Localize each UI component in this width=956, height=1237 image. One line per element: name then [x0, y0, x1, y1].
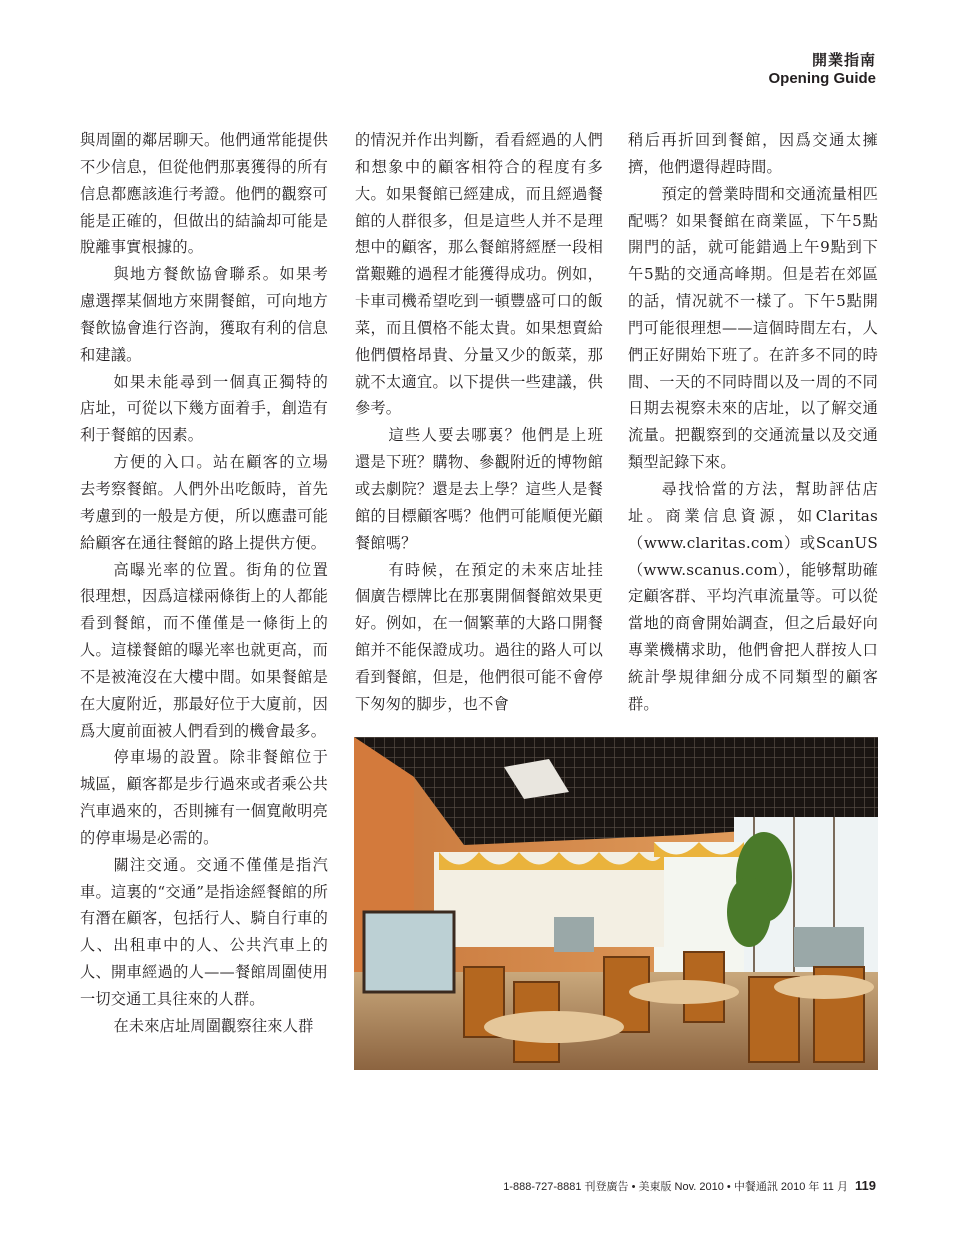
paragraph: 如果未能尋到一個真正獨特的店址，可從以下幾方面着手，創造有利于餐館的因素。 — [80, 372, 328, 445]
page-footer — [503, 1178, 876, 1194]
paragraph: 關注交通。交通不僅僅是指汽車。這裏的“交通”是指途經餐館的所有潛在顧客，包括行人、騎自行車的人、出租車中的人、公共汽車上的人、開車經過的人——餐館周圍使用一切交通工具往來的人群。 — [80, 855, 328, 1008]
section-title-english: Opening Guide — [768, 70, 876, 87]
paragraph: 這些人要去哪裏？他們是上班還是下班？購物、參觀附近的博物館或去劇院？還是去上學？這些人是餐館的目標顧客嗎？他們可能順便光顧餐館嗎？ — [355, 426, 603, 552]
restaurant-interior-illustration — [354, 737, 878, 1070]
paragraph: 在未來店址周圍觀察往來人群 — [113, 1016, 314, 1035]
paragraph: 停車場的設置。除非餐館位于城區，顧客都是步行過來或者乘公共汽車過來的，否則擁有一個寬敞明亮的停車場是必需的。 — [80, 748, 328, 847]
footer-publication-info: 1-888-727-8881 刊登廣告 • 美東版 Nov. 2010 • 中餐通訊 2010 年 11 月 — [503, 1181, 848, 1193]
paragraph: 方便的入口。站在顧客的立場去考察餐館。人們外出吃飯時，首先考慮到的一般是方便，所以應盡可能給顧客在通往餐館的路上提供方便。 — [80, 453, 328, 552]
text-column-2 — [355, 127, 603, 718]
section-header — [769, 50, 877, 88]
text-column-1 — [80, 127, 328, 1040]
paragraph: 有時候，在預定的未來店址挂個廣告標牌比在那裏開個餐館效果更好。例如，在一個繁華的大路口開餐館并不能保證成功。過往的路人可以看到餐館，但是，他們很可能不會停下匆匆的脚步，也不會 — [355, 560, 603, 713]
text-column-3 — [628, 127, 878, 718]
paragraph: 的情況并作出判斷，看看經過的人們和想象中的顧客相符合的程度有多大。如果餐館已經建成，而且經過餐館的人群很多，但是這些人并不是理想中的顧客，那么餐館將經歷一段相當艱難的過程才能獲得成功。例如，卡車司機希望吃到一頓豐盛可口的飯菜，而且價格不能太貴。如果想賣給他們價格昂貴、分量又少的飯菜，那就不太適宜。以下提供一些建議，供參考。 — [355, 131, 603, 418]
section-title-chinese: 開業指南 — [811, 51, 876, 69]
paragraph: 與地方餐飲協會聯系。如果考慮選擇某個地方來開餐館，可向地方餐飲協會進行咨詢，獲取有利的信息和建議。 — [80, 265, 328, 364]
paragraph: 與周圍的鄰居聊天。他們通常能提供不少信息，但從他們那裏獲得的所有信息都應該進行考證。他們的觀察可能是正確的，但做出的結論却可能是脫離事實根據的。 — [80, 131, 328, 257]
paragraph: 高曝光率的位置。街角的位置很理想，因爲這樣兩條街上的人都能看到餐館，而不僅僅是一條街上的人。這樣餐館的曝光率也就更高，而不是被淹沒在大樓中間。如果餐館是在大廈附近，那最好位于大廈前，因爲大廈前面被人們看到的機會最多。 — [80, 560, 328, 740]
paragraph: 預定的營業時間和交通流量相匹配嗎？如果餐館在商業區，下午5點開門的話，就可能錯過上午9點到下午5點的交通高峰期。但是若在郊區的話，情况就不一樣了。下午5點開門可能很理想——這個時間左右，人們正好開始下班了。在許多不同的時間、一天的不同時間以及一周的不同日期去視察未來的店址，以了解交通流量。把觀察到的交通流量以及交通類型記錄下來。 — [628, 184, 878, 472]
page-number: 119 — [855, 1178, 876, 1193]
paragraph: 尋找恰當的方法，幫助評估店址。商業信息資源，如Claritas（www.claritas.com）或ScanUS（www.scanus.com），能够幫助確定顧客群、平均汽車流量等。可以從當地的商會開始調查，但之后最好向專業機構求助，他們會把人群按人口統計學規律細分成不同類型的顧客群。 — [628, 479, 878, 713]
paragraph: 稍后再折回到餐館，因爲交通太擁擠，他們還得趕時間。 — [628, 131, 878, 176]
restaurant-interior-photo — [354, 737, 878, 1070]
